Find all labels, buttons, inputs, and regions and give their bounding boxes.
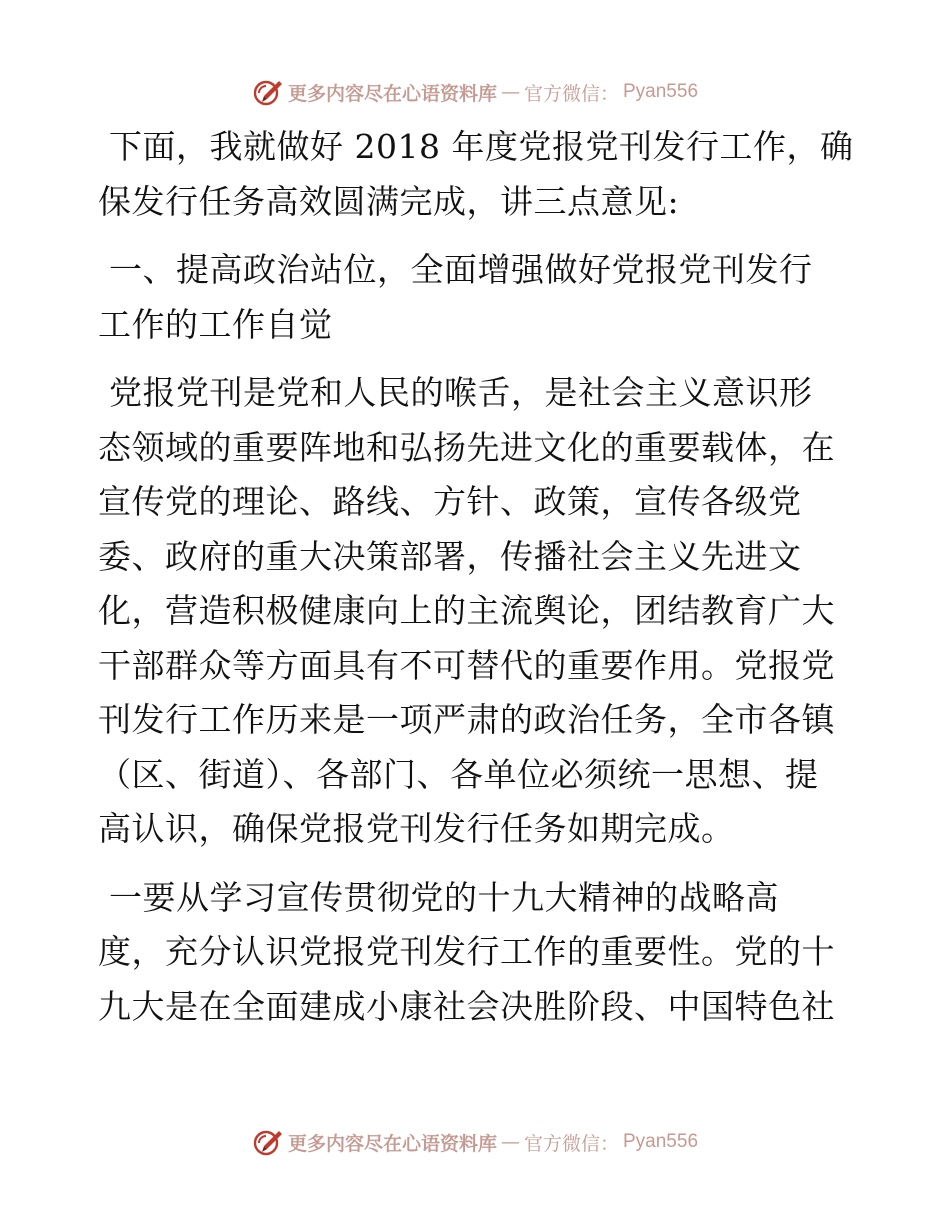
text-line: 委、政府的重大决策部署，传播社会主义先进文 [98, 536, 802, 576]
pen-logo-icon [252, 1126, 284, 1158]
section-heading-1 [98, 243, 858, 352]
text-line: 宣传党的理论、路线、方针、政策，宣传各级党 [98, 482, 802, 521]
text-line: 一要从学习宣传贯彻党的十九大精神的战略高 [98, 877, 779, 917]
text-line: 干部群众等方面具有不可替代的重要作用。党报党 [98, 645, 835, 685]
pen-logo-icon [252, 76, 284, 108]
text-line: 刊发行工作历来是一项严肃的政治任务，全市各镇 [98, 700, 835, 739]
paragraph-body-1 [98, 366, 858, 857]
text-line: 党报党刊是党和人民的喉舌，是社会主义意识形 [98, 373, 813, 412]
watermark-wechat-id: Pyan556 [623, 1131, 699, 1152]
text-line: （区、街道）、各部门、各单位必须统一思想、提 [98, 754, 819, 794]
text-line: 保发行任务高效圆满完成，讲三点意见: [98, 181, 680, 221]
header-watermark [0, 72, 950, 112]
text-line: 态领域的重要阵地和弘扬先进文化的重要载体，在 [98, 427, 835, 467]
watermark-wechat-label: 官方微信： [523, 1132, 619, 1155]
heading-line: 一、提高政治站位，全面增强做好党报党刊发行 [98, 250, 813, 289]
watermark-dash: — [500, 81, 520, 103]
watermark-main-text: 更多内容尽在心语资料库 [287, 82, 497, 105]
text-line: 化，营造积极健康向上的主流舆论，团结教育广大 [98, 591, 835, 630]
watermark-row [252, 76, 698, 108]
heading-line: 工作的工作自觉 [98, 304, 333, 344]
text-line: 度，充分认识党报党刊发行工作的重要性。党的十 [98, 932, 835, 971]
watermark-dash: — [500, 1131, 520, 1153]
document-body [98, 120, 858, 1034]
text-line: 九大是在全面建成小康社会决胜阶段、中国特色社 [98, 986, 835, 1026]
text-line: 下面，我就做好 2018 年度党报党刊发行工作，确 [98, 127, 854, 166]
text-line: 高认识，确保党报党刊发行任务如期完成。 [98, 809, 735, 848]
watermark-wechat-id: Pyan556 [623, 81, 699, 102]
watermark-main-text: 更多内容尽在心语资料库 [287, 1132, 497, 1155]
watermark-wechat-label: 官方微信： [523, 82, 619, 105]
paragraph-intro [98, 120, 858, 229]
footer-watermark [0, 1122, 950, 1162]
watermark-row [252, 1126, 698, 1158]
paragraph-body-2 [98, 871, 858, 1035]
